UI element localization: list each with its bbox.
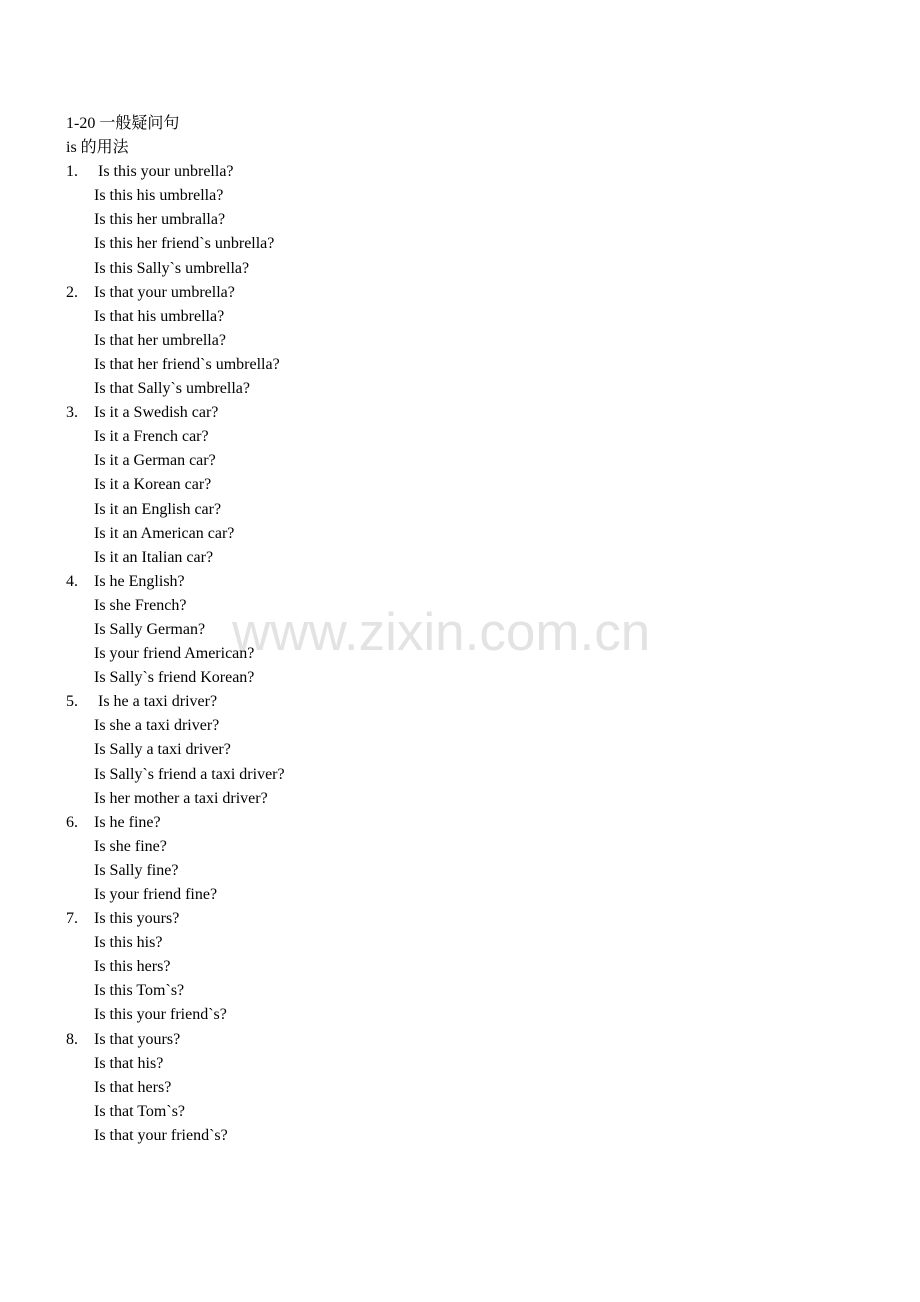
numbered-question [66, 160, 766, 184]
question-text: Is he fine? [94, 813, 161, 831]
question-variant: Is she French? [94, 596, 187, 614]
numbered-question [66, 811, 766, 835]
question-number: 3. [66, 404, 78, 422]
question-number: 8. [66, 1030, 78, 1048]
question-section [66, 690, 766, 810]
question-variant: Is that Sally`s umbrella? [94, 380, 250, 398]
question-number: 1. [66, 163, 78, 181]
question-variant: Is it an Italian car? [94, 548, 214, 566]
numbered-question [66, 907, 766, 931]
question-number: 6. [66, 813, 78, 831]
question-variant: Is this her friend`s unbrella? [94, 235, 275, 253]
question-variant: Is Sally a taxi driver? [94, 741, 231, 759]
numbered-question [66, 401, 766, 425]
question-sections [66, 160, 766, 1148]
question-variant: Is that his umbrella? [94, 307, 225, 325]
question-section [66, 570, 766, 690]
question-text: Is this yours? [94, 910, 180, 928]
question-variant: Is her mother a taxi driver? [94, 789, 268, 807]
question-variant: Is she fine? [94, 837, 167, 855]
question-number: 4. [66, 572, 78, 590]
question-section [66, 281, 766, 401]
question-variant: Is your friend American? [94, 645, 255, 663]
question-variant: Is this hers? [94, 958, 171, 976]
question-variant: Is this his? [94, 934, 163, 952]
question-section [66, 811, 766, 907]
question-variant: Is it an English car? [94, 500, 222, 518]
question-variant: Is Sally German? [94, 620, 206, 638]
document-subtitle: is 的用法 [66, 139, 129, 157]
question-text: Is that yours? [94, 1030, 181, 1048]
question-variant: Is it a Korean car? [94, 476, 212, 494]
question-variant: Is that her friend`s umbrella? [94, 355, 280, 373]
question-variant: Is it an American car? [94, 524, 235, 542]
question-variant: Is Sally fine? [94, 861, 179, 879]
question-section [66, 401, 766, 570]
question-variant: Is that hers? [94, 1078, 172, 1096]
document-title: 1-20 一般疑问句 [66, 115, 180, 132]
numbered-question [66, 690, 766, 714]
question-variant: Is that his? [94, 1054, 164, 1072]
question-section [66, 1028, 766, 1148]
question-variant: Is that your friend`s? [94, 1126, 228, 1144]
question-text: Is this your unbrella? [94, 163, 234, 181]
document-body [66, 112, 766, 1148]
question-variant: Is that Tom`s? [94, 1102, 186, 1120]
numbered-question [66, 570, 766, 594]
question-variant: Is she a taxi driver? [94, 717, 220, 735]
question-variant: Is Sally`s friend Korean? [94, 669, 255, 687]
question-variant: Is your friend fine? [94, 886, 218, 903]
question-text: Is he English? [94, 572, 185, 590]
question-text: Is that your umbrella? [94, 283, 235, 301]
question-number: 2. [66, 283, 78, 301]
question-variant: Is it a German car? [94, 452, 216, 470]
question-variant: Is Sally`s friend a taxi driver? [94, 765, 285, 783]
numbered-question [66, 281, 766, 305]
numbered-question [66, 1028, 766, 1052]
question-variant: Is this your friend`s? [94, 1006, 227, 1024]
question-section [66, 907, 766, 1027]
question-text: Is it a Swedish car? [94, 404, 219, 422]
question-variant: Is that her umbrella? [94, 331, 226, 349]
question-number: 5. [66, 693, 78, 711]
watermark: www.zixin.com.cn [232, 603, 651, 662]
question-variant: Is it a French car? [94, 428, 209, 446]
question-text: Is he a taxi driver? [94, 693, 218, 711]
question-variant: Is this his umbrella? [94, 187, 224, 205]
question-variant: Is this Tom`s? [94, 982, 185, 1000]
question-variant: Is this Sally`s umbrella? [94, 259, 250, 277]
question-variant: Is this her umbralla? [94, 211, 226, 229]
question-section [66, 160, 766, 280]
question-number: 7. [66, 910, 78, 928]
